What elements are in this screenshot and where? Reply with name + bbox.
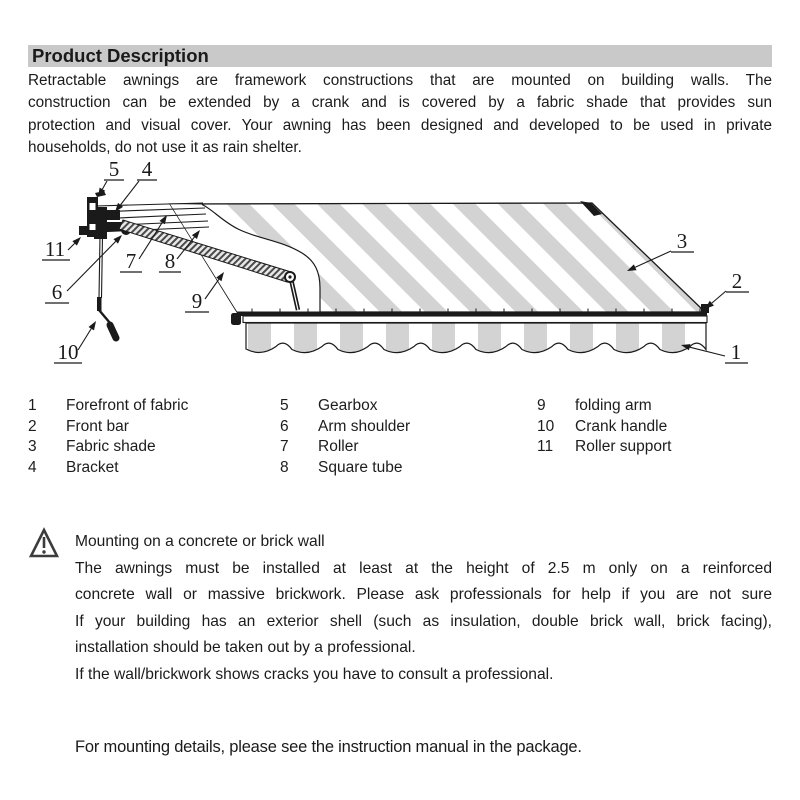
diagram-label-6: 6 [51,280,63,304]
part-name: Bracket [66,458,119,476]
parts-list-row [280,437,410,458]
parts-list-row [28,417,188,438]
diagram-label-7: 7 [125,249,137,273]
parts-list-row [537,417,672,438]
diagram-label-3: 3 [676,229,688,253]
mounting-warning-block [75,529,772,689]
text-line: households, do not use it as rain shelter. [28,139,302,157]
parts-list-row [537,396,672,417]
part-number: 7 [280,438,289,456]
diagram-label-2: 2 [731,269,743,293]
part-number: 6 [280,417,289,435]
parts-list-row [28,396,188,417]
part-name: Crank handle [575,417,668,435]
text-line: concrete wall or massive brickwork. Please ask professionals for help if you are not sure [75,586,772,604]
crank-handle [97,231,116,338]
diagram-label-10: 10 [57,340,79,364]
warning-title: Mounting on a concrete or brick wall [75,533,325,550]
part-name: Arm shoulder [318,417,411,435]
part-number: 2 [28,417,37,435]
text-line: construction can be extended by a crank and is covered by a fabric shade that provides sun [28,94,772,112]
part-number: 5 [280,397,289,414]
parts-list-column-1 [28,396,188,478]
part-name: Front bar [66,417,129,435]
diagram-label-8: 8 [164,249,176,273]
part-name: Roller support [575,438,672,456]
valance-forefront [246,323,706,353]
fabric-shade [170,201,705,312]
diagram-label-11: 11 [44,237,66,261]
part-number: 8 [280,458,289,476]
part-number: 3 [28,438,37,456]
awning-diagram [0,158,800,403]
section-header-band [28,45,772,67]
diagram-label-5: 5 [108,158,120,181]
diagram-label-4: 4 [141,158,153,181]
parts-list-row [537,437,672,458]
parts-list-row [280,396,410,417]
diagram-label-1: 1 [730,340,742,364]
text-line: If the wall/brickwork shows cracks you have to consult a professional. [75,665,554,683]
leader-arrowhead [89,321,96,330]
bracket-assembly [79,191,131,239]
parts-list-row [28,437,188,458]
text-line: Retractable awnings are framework constructions that are mounted on building walls. The [28,72,772,89]
warning-triangle-icon [29,527,59,561]
part-number: 9 [537,397,546,414]
parts-list-column-3 [537,396,672,458]
part-number: 1 [28,397,37,414]
product-description-paragraph [28,70,772,160]
parts-list-column-2 [280,396,410,478]
parts-list-row [28,458,188,479]
part-name: Fabric shade [66,438,156,456]
text-line: protection and visual cover. Your awning has been designed and developed to be used in private [28,116,772,134]
part-number: 10 [537,417,555,435]
parts-list-row [280,458,410,479]
part-number: 11 [537,438,554,456]
text-line: The awnings must be installed at least at the height of 2.5 m only on a reinforced [75,559,772,577]
page-title: Product Description [32,45,209,66]
text-line: installation should be taken out by a professional. [75,639,416,657]
parts-list-row [280,417,410,438]
diagram-label-9: 9 [191,289,203,313]
part-name: Roller [318,438,359,456]
part-name: Square tube [318,458,403,476]
warning-body [75,556,772,689]
part-name: Forefront of fabric [66,397,189,414]
part-name: Gearbox [318,397,378,414]
part-number: 4 [28,458,37,476]
text-line: If your building has an exterior shell (such as insulation, double brick wall, brick facing), [75,612,772,630]
part-name: folding arm [575,397,652,414]
footer-note: For mounting details, please see the instruction manual in the package. [75,738,582,756]
